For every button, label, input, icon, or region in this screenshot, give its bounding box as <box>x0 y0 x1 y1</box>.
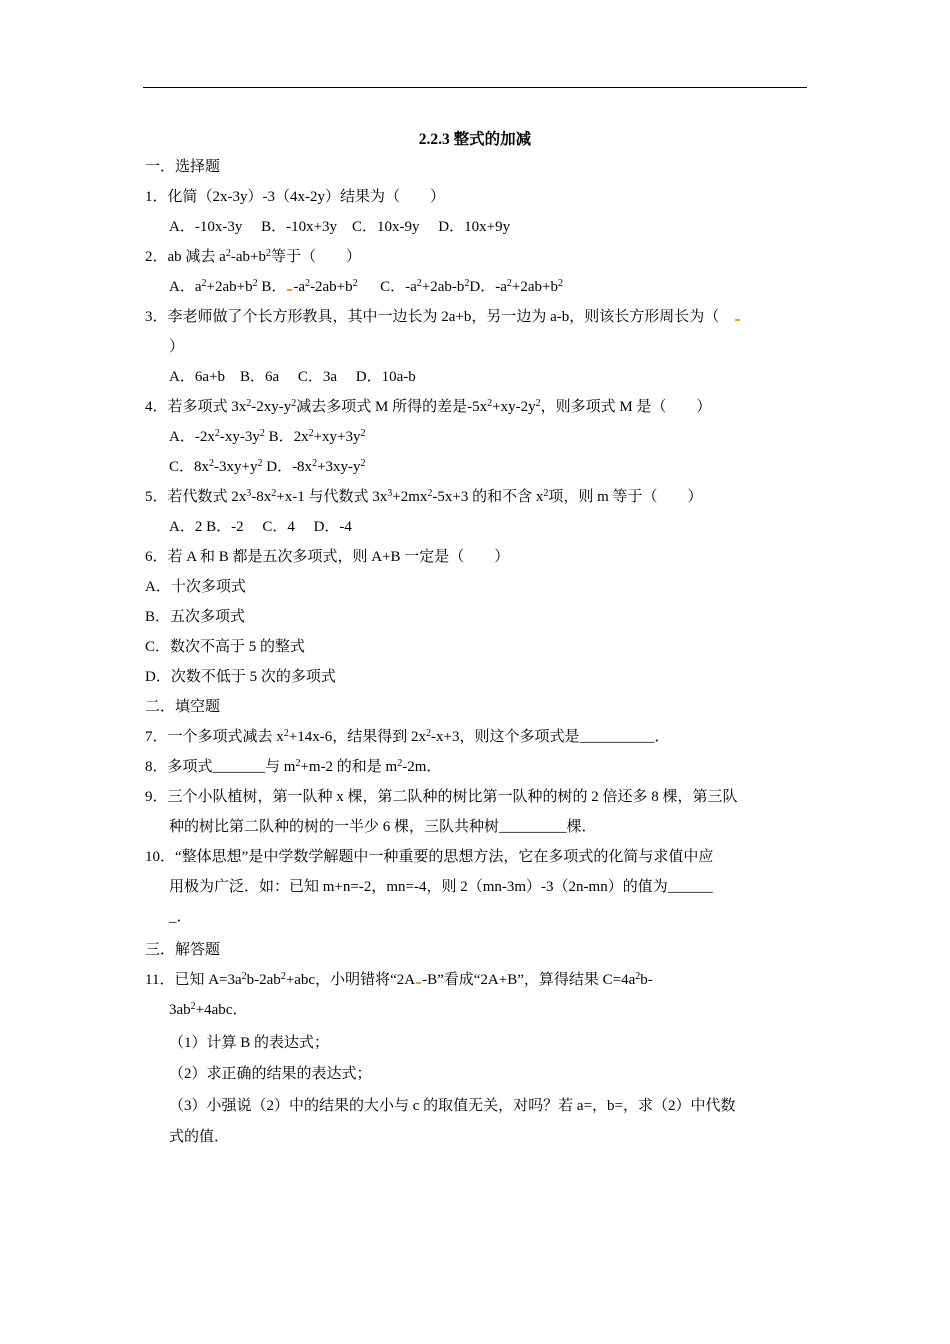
question-8-stem: 8．多项式_______与 $m^2+m-2$ 的和是 $m^2-2m$． <box>145 758 442 775</box>
section-heading-solve: 三．解答题 <box>145 942 221 958</box>
question-4-options-cd: C．$8x^2-3xy+y^2$ D．$-8x^2+3xy-y^2$ <box>169 458 366 475</box>
question-11-sub-3-cont: 式的值． <box>169 1129 230 1145</box>
question-10-line-3: _． <box>169 909 192 925</box>
question-1-stem: 1．化简（2x-3y）-3（4x-2y）结果为（ ） <box>145 189 445 205</box>
answer-blank: _________ <box>499 819 567 835</box>
page-title: 2.2.3 整式的加减 <box>418 131 532 148</box>
section-heading-fill: 二．填空题 <box>145 699 221 715</box>
answer-blank: __________ <box>579 729 655 745</box>
question-6-option-d: D．次数不低于 5 次的多项式 <box>145 669 336 685</box>
question-3-stem: 3．李老师做了个长方形教具，其中一边长为 2a+b，另一边为 a-b，则该长方形周长为（ <box>145 307 741 327</box>
answer-blank: ______ <box>667 879 713 895</box>
question-7-stem: 7．一个多项式减去 $x^2+14x-6$，结果得到 $2x^2-x+3$，则这个多项式是__________． <box>145 728 670 745</box>
question-11-line-2: $3ab^2+4abc$． <box>169 1001 248 1018</box>
question-10-line-2: 用极为广泛．如：已知 m+n=-2，mn=-4，则 2（mn-3m）-3（2n-mn）的值为______ <box>169 879 713 895</box>
edit-mark <box>416 982 421 984</box>
question-6-stem: 6．若 A 和 B 都是五次多项式，则 A+B 一定是（ ） <box>145 549 510 565</box>
answer-blank: _______ <box>212 759 266 775</box>
question-4-options-ab: A．$-2x^2-xy-3y^2$ B．$2x^2+xy+3y^2$ <box>169 428 366 445</box>
question-5-stem: 5．若代数式 $2x^3-8x^2+x-1$ 与代数式 $3x^3+2mx^2-5x+3$ 的和不含 $x^2$项，则 m 等于（ ） <box>145 488 703 505</box>
question-11-line-1: 11．已知 $A=3a^2b-2ab^2+abc$，小明错将“2A -B”看成“2A+B”，算得结果 $C=4a^2b-$ <box>145 971 653 988</box>
question-4-stem: 4．若多项式 $3x^2-2xy-y^2$减去多项式 M 所得的差是$-5x^2+xy-2y^2$，则多项式 M 是（ ） <box>145 398 712 415</box>
question-6-option-b: B．五次多项式 <box>145 609 246 625</box>
edit-mark <box>287 289 292 291</box>
question-9-line-1: 9．三个小队植树，第一队种 x 棵，第二队种的树比第一队种的树的 2 倍还多 8 棵，第三队 <box>145 789 738 805</box>
question-11-sub-3: （3）小强说（2）中的结果的大小与 c 的取值无关，对吗？若 a=，b=，求（2）中代数 <box>169 1098 736 1114</box>
question-2-stem: 2．ab 减去 $a^2-ab+b^2$等于（ ） <box>145 248 361 265</box>
edit-mark <box>735 319 740 321</box>
section-heading-choice: 一．选择题 <box>145 159 221 175</box>
question-11-sub-1: （1）计算 B 的表达式； <box>169 1035 330 1051</box>
question-1-options: A．-10x-3y B．-10x+3y C．10x-9y D．10x+9y <box>169 219 511 235</box>
question-5-options: A．2 B．-2 C．4 D．-4 <box>169 519 352 535</box>
question-10-line-1: 10．“整体思想”是中学数学解题中一种重要的思想方法，它在多项式的化简与求值中应 <box>145 849 714 865</box>
question-3-options: A．6a+b B．6a C．3a D．10a-b <box>169 369 416 385</box>
question-2-options: A．$a^2+2ab+b^2$ B． $-a^2-2ab+b^2$ C．$-a^2+2ab-b^2D$．$-a^2+2ab+b^2$ <box>169 278 563 295</box>
question-9-line-2: 种的树比第二队种的树的一半少 6 棵，三队共种树_________棵． <box>169 819 597 835</box>
question-11-sub-2: （2）求正确的结果的表达式； <box>169 1066 372 1082</box>
question-3-stem-cont: ） <box>169 339 185 355</box>
header-rule <box>143 87 807 88</box>
question-6-option-c: C．数次不高于 5 的整式 <box>145 639 306 655</box>
question-6-option-a: A．十次多项式 <box>145 579 246 595</box>
